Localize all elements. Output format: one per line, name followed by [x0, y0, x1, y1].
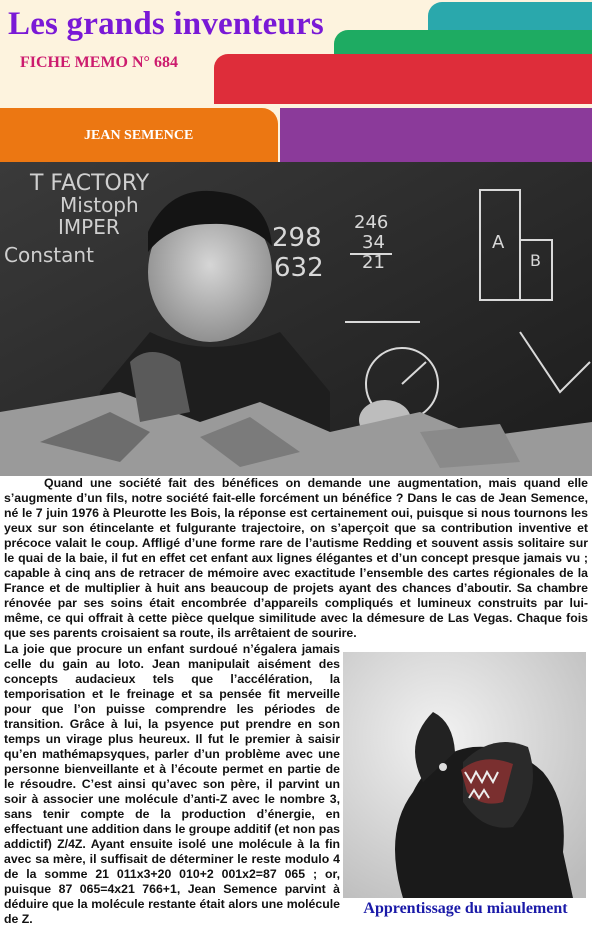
- inventor-name: JEAN SEMENCE: [84, 128, 194, 143]
- article-paragraph-2: La joie que procure un enfant surdoué n’égalera jamais celle du gain au loto. Jean manipulait aisément des concepts audacieux tels que l’accélération, la temporisation et le freinage et sa pensée fit merveille pour que l’on puisse comprendre les périodes de transition. Grâce à lui, la psyence put prendre en son temps un virage plus heureux. Il fut le premier à saisir qu’en mathémapsyques, parler d’un problème avec une personne bienveillante et à l’écoute permet en partie de le résoudre. C’est ainsi qu’avec son père, il parvint un soir à associer une molécule d’anti-Z avec le nombre 3, sans tenir compte de la production d’énergie, en effectuant une addition dans le groupe additif (et non pas addictif) Z/4Z. Ayant ensuite isolé une molécule à la fin avec sa mère, il suffisait de déterminer le reste modulo 4 de la somme 21 011x3+20 010+2 001x2=87 065 ; or, puisque 87 065=4x21 766+1, Jean Semence parvint à déduire que la molécule restante était alors une molécule de Z.: [4, 641, 340, 927]
- barking-dog-photo: [343, 652, 586, 898]
- photo-caption: Apprentissage du miaulement: [363, 900, 568, 917]
- chalk-word-2: Mistoph: [60, 193, 139, 217]
- chalk-numbers-2: 632: [274, 253, 324, 283]
- page-title: Les grands inventeurs: [8, 6, 324, 42]
- chalk-numbers-4: 34: [362, 232, 385, 253]
- chalk-numbers-5: 21: [362, 252, 385, 273]
- chalk-numbers-3: 246: [354, 212, 389, 233]
- boy-at-chalkboard-photo: [0, 162, 592, 476]
- article-paragraph-1: Quand une société fait des bénéfices on demande une augmentation, mais quand elle s’augmente d’un fils, notre société fait-elle forcément un bénéfice ? Dans le cas de Jean Semence, né le 7 juin 1976 à Pleurotte les Bois, la réponse est certainement oui, puisque si nous tournons les yeux sur son étincelante et fulgurante trajectoire, on s’aperçoit que sa contribution inventive et précoce valait le coup. Affligé d’une forme rare de l’autisme Redding et souvent assis solitaire sur le quai de la baie, il fut en effet cet enfant aux lignes élégantes et d’un concept presque jamais vu ; capable à cinq ans de retracer de mémoire avec exactitude l’ensemble des cartes régionales de la France et de multiplier à huit ans beaucoup de projets ayant des chances d’aboutir. Sa chambre rénovée par ses soins était encombrée d’appareils compliqués et lumineux construits par lui-même, ce qui offrait à cette pièce quelque similitude avec la démesure de Las Vegas. Chaque fois que ses parents croisaient sa route, ils arrêtaient de sourire.: [4, 476, 588, 641]
- chalk-word-factory: T FACTORY: [30, 171, 150, 196]
- purple-band: [280, 108, 592, 162]
- chalk-letter-b: B: [530, 251, 541, 270]
- header-banner: [0, 0, 592, 162]
- chalk-letter-a: A: [492, 232, 505, 253]
- chalk-word-4: Constant: [4, 243, 94, 267]
- red-band: [214, 54, 592, 104]
- chalk-numbers-1: 298: [272, 223, 322, 253]
- memo-number: FICHE MEMO N° 684: [20, 54, 178, 71]
- chalk-word-3: IMPER: [58, 215, 120, 239]
